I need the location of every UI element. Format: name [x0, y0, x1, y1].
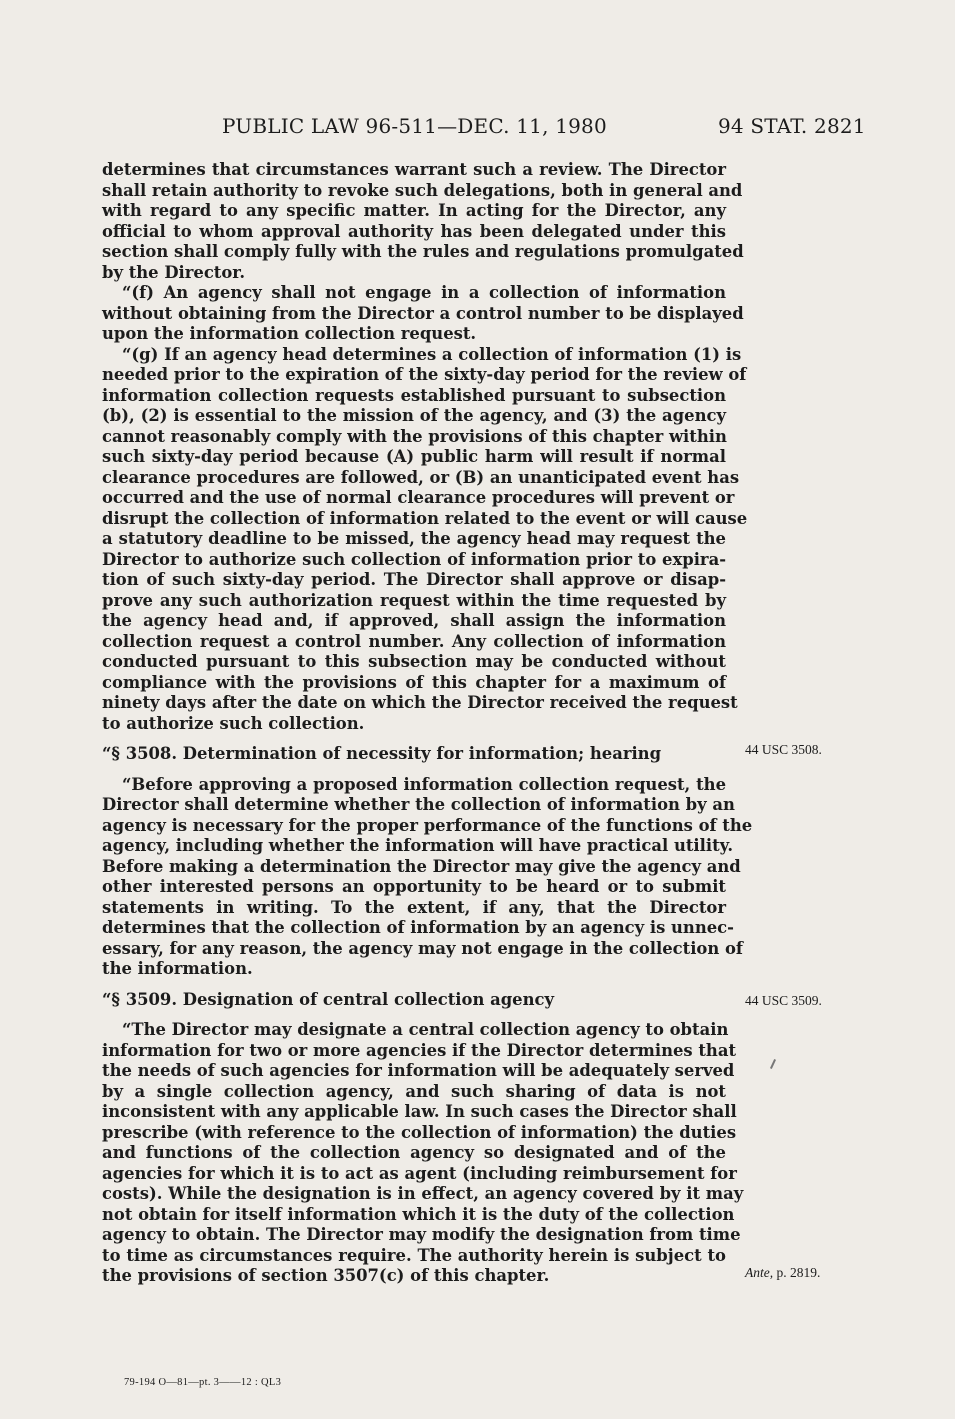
- text-line: ninety days after the date on which the Director received the request: [102, 693, 738, 712]
- text-line: Before making a determination the Director may give the agency and: [102, 856, 741, 876]
- text-line: to time as circumstances require. The authority herein is subject to: [102, 1245, 726, 1265]
- page-header-stat: 94 STAT. 2821: [718, 114, 866, 138]
- section-gap: [102, 765, 726, 775]
- margin-note-3509: 44 USC 3509.: [745, 993, 822, 1008]
- text-line: “The Director may designate a central collection agency to obtain: [122, 1020, 729, 1039]
- text-line: information collection requests established pursuant to subsection: [102, 385, 726, 405]
- footer-print-code: 79-194 O—81—pt. 3——12 : QL3: [124, 1377, 282, 1388]
- text-line: costs). While the designation is in effect, an agency covered by it may: [102, 1184, 744, 1203]
- page-header-title: PUBLIC LAW 96-511—DEC. 11, 1980: [222, 114, 607, 138]
- pencil-mark: [770, 1059, 776, 1069]
- text-line: “Before approving a proposed information collection request, the: [122, 774, 726, 794]
- text-line: and functions of the collection agency so designated and of the: [102, 1143, 726, 1162]
- text-line: information for two or more agencies if the Director determines that: [102, 1040, 737, 1060]
- text-line: clearance procedures are followed, or (B) an unanticipated event has: [102, 467, 740, 487]
- text-line: “(g) If an agency head determines a collection of information (1) is: [122, 344, 742, 364]
- text-line: agencies for which it is to act as agent (including reimbursement for: [102, 1163, 737, 1183]
- text-line: tion of such sixty-day period. The Director shall approve or disap-: [102, 570, 726, 589]
- text-line: compliance with the provisions of this chapter for a maximum of: [102, 672, 726, 692]
- text-line: “(f) An agency shall not engage in a collection of information: [122, 283, 726, 302]
- text-line: shall retain authority to revoke such delegations, both in general and: [102, 180, 743, 200]
- text-line: the agency head and, if approved, shall assign the information: [102, 611, 726, 630]
- section-heading: “§ 3509. Designation of central collection agency: [102, 989, 555, 1009]
- text-line: inconsistent with any applicable law. In such cases the Director shall: [102, 1102, 737, 1121]
- text-line: the information.: [102, 959, 253, 978]
- ante-rest: p. 2819.: [773, 1265, 821, 1280]
- text-line: agency is necessary for the proper performance of the functions of the: [102, 815, 753, 835]
- body-text: [102, 160, 753, 1287]
- text-line: prescribe (with reference to the collection of information) the duties: [102, 1122, 737, 1142]
- text-line: section shall comply fully with the rules and regulations promulgated: [102, 242, 744, 261]
- text-line: not obtain for itself information which it is the duty of the collection: [102, 1204, 735, 1224]
- text-line: Director shall determine whether the collection of information by an: [102, 795, 735, 814]
- text-line: statements in writing. To the extent, if any, that the Director: [102, 897, 726, 917]
- text-line: Director to authorize such collection of information prior to expira-: [102, 549, 726, 569]
- section-gap: [102, 1010, 726, 1020]
- text-line: to authorize such collection.: [102, 713, 365, 733]
- margin-note-ante: [745, 1265, 820, 1281]
- text-line: occurred and the use of normal clearance procedures will prevent or: [102, 488, 735, 507]
- text-line: needed prior to the expiration of the sixty-day period for the review of: [102, 365, 747, 384]
- text-line: by the Director.: [102, 262, 246, 282]
- text-line: such sixty-day period because (A) public harm will result if normal: [102, 447, 726, 466]
- text-line: the provisions of section 3507(c) of this chapter.: [102, 1266, 550, 1285]
- text-line: other interested persons an opportunity to be heard or to submit: [102, 877, 726, 896]
- text-line: (b), (2) is essential to the mission of the agency, and (3) the agency: [102, 406, 726, 425]
- section-heading: “§ 3508. Determination of necessity for information; hearing: [102, 744, 662, 763]
- text-line: without obtaining from the Director a control number to be displayed: [102, 303, 744, 323]
- text-line: conducted pursuant to this subsection may be conducted without: [102, 652, 726, 671]
- text-line: disrupt the collection of information related to the event or will cause: [102, 508, 748, 528]
- text-line: determines that circumstances warrant such a review. The Director: [102, 160, 726, 179]
- text-line: collection request a control number. Any collection of information: [102, 631, 726, 651]
- text-line: the needs of such agencies for information will be adequately served: [102, 1061, 735, 1080]
- text-line: a statutory deadline to be missed, the agency head may request the: [102, 529, 726, 548]
- text-line: by a single collection agency, and such sharing of data is not: [102, 1081, 726, 1101]
- text-line: essary, for any reason, the agency may not engage in the collection of: [102, 938, 743, 958]
- text-line: agency, including whether the information will have practical utility.: [102, 836, 734, 855]
- margin-note-3508: 44 USC 3508.: [745, 742, 822, 757]
- section-gap: [102, 734, 726, 744]
- text-line: with regard to any specific matter. In acting for the Director, any: [102, 201, 726, 220]
- text-line: upon the information collection request.: [102, 324, 477, 343]
- text-line: determines that the collection of information by an agency is unnec-: [102, 918, 734, 937]
- section-gap: [102, 980, 726, 990]
- text-line: cannot reasonably comply with the provisions of this chapter within: [102, 426, 727, 446]
- text-line: official to whom approval authority has been delegated under this: [102, 221, 726, 241]
- ante-italic: Ante,: [745, 1265, 774, 1280]
- text-line: prove any such authorization request within the time requested by: [102, 590, 726, 610]
- text-line: agency to obtain. The Director may modify the designation from time: [102, 1225, 741, 1244]
